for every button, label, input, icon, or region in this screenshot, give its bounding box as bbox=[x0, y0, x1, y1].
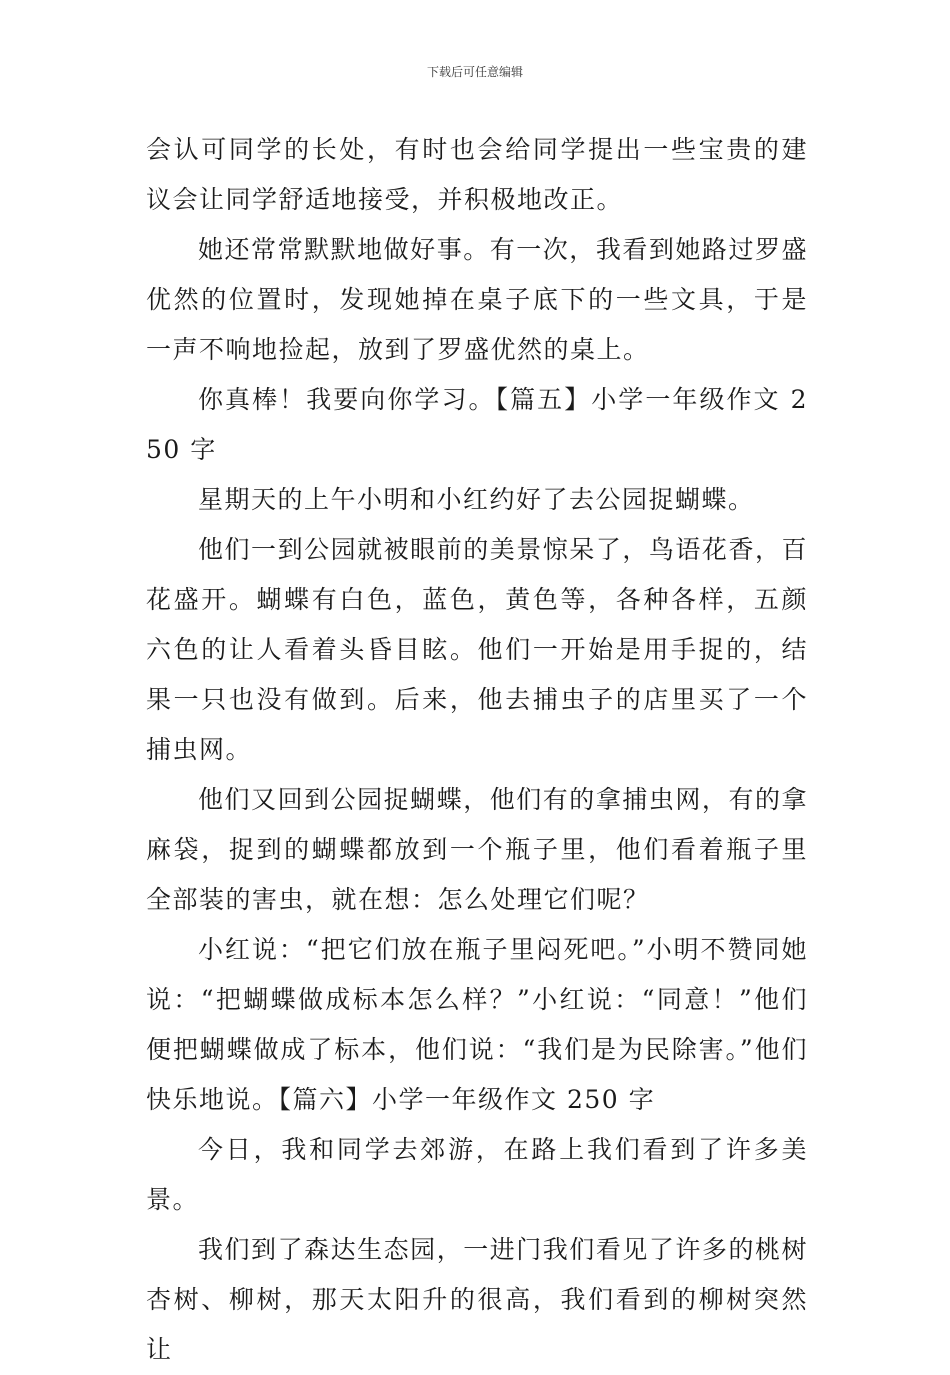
paragraph: 你真棒！我要向你学习。【篇五】小学一年级作文 250 字 bbox=[146, 385, 808, 464]
paragraph: 她还常常默默地做好事。有一次，我看到她路过罗盛优然的位置时，发现她掉在桌子底下的一些文具，于是一声不响地捡起，放到了罗盛优然的桌上。 bbox=[146, 235, 808, 364]
paragraph: 星期天的上午小明和小红约好了去公园捉蝴蝶。 bbox=[198, 485, 755, 514]
page-header-note: 下载后可任意编辑 bbox=[426, 65, 523, 79]
paragraph: 我们到了森达生态园，一进门我们看见了许多的桃树杏树、柳树，那天太阳升的很高，我们看到的柳树突然让 bbox=[146, 1235, 808, 1364]
paragraph: 小红说：“把它们放在瓶子里闷死吧。”小明不赞同她说：“把蝴蝶做成标本怎么样？”小红说：“同意！”他们便把蝴蝶做成了标本，他们说：“我们是为民除害。”他们快乐地说。【篇六】小学一年级作文 250 字 bbox=[146, 935, 808, 1114]
paragraph: 今日，我和同学去郊游，在路上我们看到了许多美景。 bbox=[146, 1135, 808, 1214]
essay-body bbox=[146, 125, 808, 1375]
paragraph: 他们一到公园就被眼前的美景惊呆了，鸟语花香，百花盛开。蝴蝶有白色，蓝色，黄色等，各种各样，五颜六色的让人看着头昏目眩。他们一开始是用手捉的，结果一只也没有做到。后来，他去捕虫子的店里买了一个捕虫网。 bbox=[146, 535, 808, 764]
paragraph: 他们又回到公园捉蝴蝶，他们有的拿捕虫网，有的拿麻袋，捉到的蝴蝶都放到一个瓶子里，他们看着瓶子里全部装的害虫，就在想：怎么处理它们呢？ bbox=[146, 785, 808, 914]
paragraph: 会认可同学的长处，有时也会给同学提出一些宝贵的建议会让同学舒适地接受，并积极地改正。 bbox=[146, 135, 808, 214]
